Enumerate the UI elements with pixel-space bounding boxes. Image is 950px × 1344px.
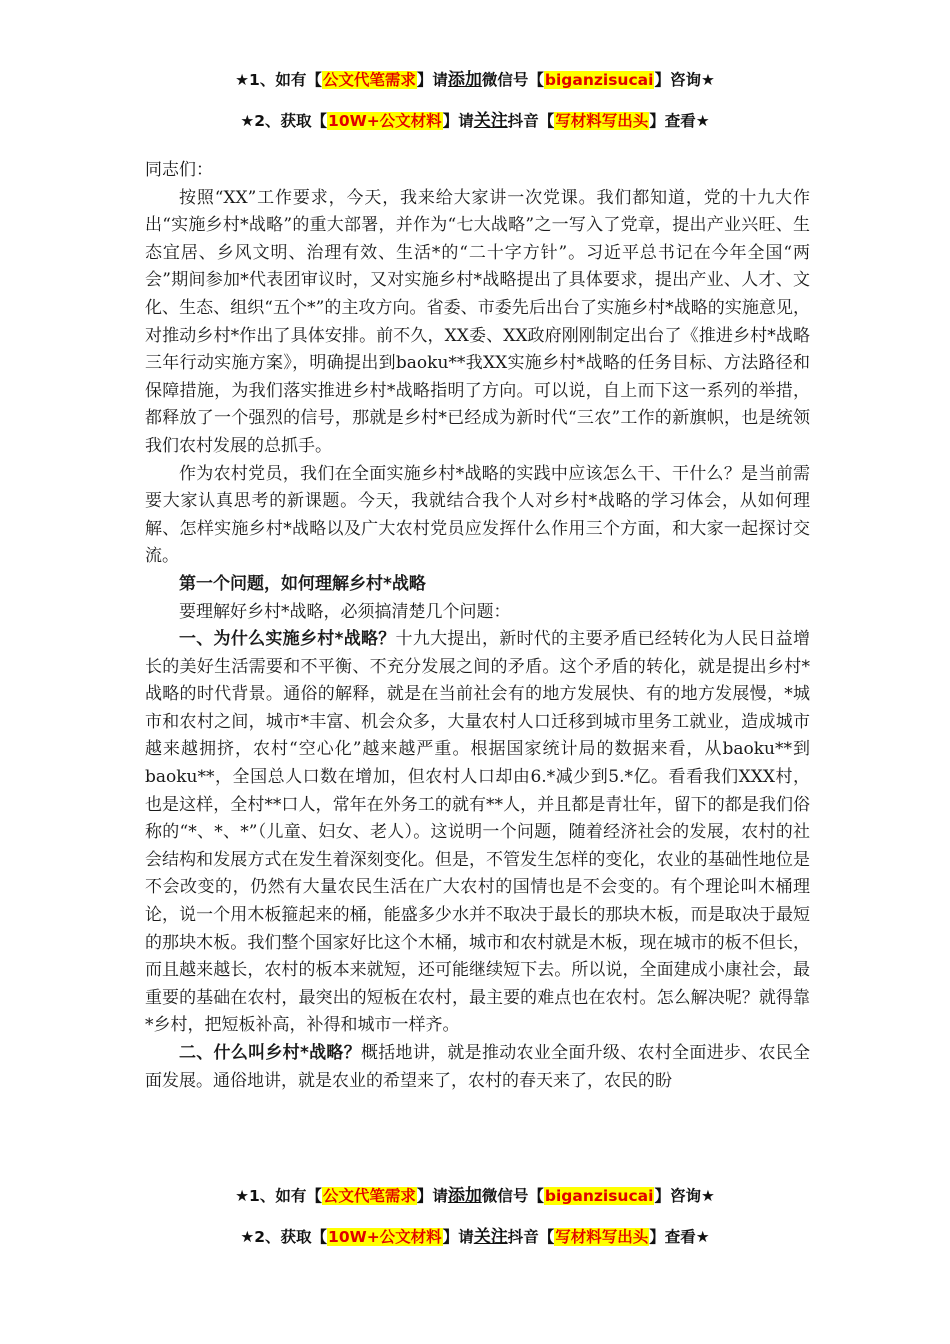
banner-suffix: 】查看★: [649, 112, 710, 130]
banner-prefix: ★1、如有【: [235, 1187, 322, 1205]
top-banner-line-2: [0, 108, 950, 134]
banner-text: 微信号【: [481, 71, 544, 89]
banner-text: 】请: [416, 1187, 448, 1205]
paragraph-question-1: [145, 626, 810, 1040]
paragraph-purpose: 作为农村党员，我们在全面实施乡村*战略的实践中应该怎么干、干什么？是当前需要大家认真思考的新课题。今天，我就结合我个人对乡村*战略的学习体会，从如何理解、怎样实施乡村*战略以及广大农村党员应发挥什么作用三个方面，和大家一起探讨交流。: [145, 463, 810, 567]
banner-highlight-douyin: 写材料写出头: [555, 112, 649, 130]
paragraph-lead: 要理解好乡村*战略，必须搞清楚几个问题：: [179, 601, 511, 622]
banner-highlight-wechat-id: biganzisucai: [544, 1187, 654, 1205]
banner-underline-text: 关注: [473, 1227, 508, 1247]
banner-suffix: 】查看★: [649, 1228, 710, 1246]
paragraph-intro: 按照“XX”工作要求，今天，我来给大家讲一次党课。我们都知道，党的十九大作出“实施乡村*战略”的重大部署，并作为“七大战略”之一写入了党章，提出产业兴旺、生态宜居、乡风文明、治理有效、生活*的“二十字方针”。习近平总书记在今年全国“两会”期间参加*代表团审议时，又对实施乡村*战略提出了具体要求，提出产业、人才、文化、生态、组织“五个*”的主攻方向。省委、市委先后出台了实施乡村*战略的实施意见，对推动乡村*作出了具体安排。前不久，XX委、XX政府刚刚制定出台了《推进乡村*战略三年行动实施方案》，明确提出到baoku**我XX实施乡村*战略的任务目标、方法路径和保障措施，为我们落实推进乡村*战略指明了方向。可以说，自上而下这一系列的举措，都释放了一个强烈的信号，那就是乡村*已经成为新时代“三农”工作的新旗帜，也是统领我们农村发展的总抓手。: [145, 187, 810, 456]
banner-text: 】请: [416, 71, 448, 89]
banner-prefix: ★2、获取【: [240, 1228, 328, 1246]
banner-prefix: ★2、获取【: [240, 112, 328, 130]
banner-text: 抖音【: [507, 112, 555, 130]
banner-text: 】请: [442, 112, 474, 130]
question-1-title: 一、为什么实施乡村*战略？: [179, 629, 396, 650]
banner-highlight-materials: 10W+公文材料: [328, 1228, 442, 1246]
question-2-body: 概括地讲，就是推动农业全面升级、农村全面进步、农民全面发展。通俗地讲，就是农业的希望来了，农村的春天来了，农民的盼: [145, 1043, 811, 1091]
top-banner-line-1: [0, 67, 950, 93]
banner-suffix: 】咨询★: [654, 1187, 715, 1205]
banner-suffix: 】咨询★: [654, 71, 715, 89]
banner-prefix: ★1、如有【: [235, 71, 322, 89]
banner-text: 抖音【: [507, 1228, 555, 1246]
question-2-title: 二、什么叫乡村*战略？: [179, 1043, 361, 1063]
banner-text: 】请: [442, 1228, 474, 1246]
banner-highlight-service: 公文代笔需求: [322, 1187, 416, 1205]
banner-underline-text: 添加: [447, 1186, 482, 1206]
question-1-body: 十九大提出，新时代的主要矛盾已经转化为人民日益增长的美好生活需要和不平衡、不充分发展之间的矛盾。这个矛盾的转化，就是提出乡村*战略的时代背景。通俗的解释，就是在当前社会有的地方发展快、有的地方发展慢，*城市和农村之间，城市*丰富、机会众多，大量农村人口迁移到城市里务工就业，造成城市越来越拥挤，农村“空心化”越来越严重。根据国家统计局的数据来看，从baoku**到baoku**，全国总人口数在增加，但农村人口却由6.*减少到5.*亿。看看我们XXX村，也是这样，全村**口人，常年在外务工的就有**人，并且都是青壮年，留下的都是我们俗称的“*、*、*”（儿童、妇女、老人）。这说明一个问题，随着经济社会的发展，农村的社会结构和发展方式在发生着深刻变化。但是，不管发生怎样的变化，农业的基础性地位是不会改变的，仍然有大量农民生活在广大农村的国情也是不会变的。有个理论叫木桶理论，说一个用木板箍起来的桶，能盛多少水并不取决于最长的那块木板，而是取决于最短的那块木板。我们整个国家好比这个木桶，城市和农村就是木板，现在城市的板不但长，而且越来越长，农村的板本来就短，还可能继续短下去。所以说，全面建成小康社会，最重要的基础在农村，最突出的短板在农村，最主要的难点也在农村。怎么解决呢？就得靠*乡村，把短板补高，补得和城市一样齐。: [145, 629, 811, 1036]
paragraph-question-2: [145, 1040, 810, 1095]
banner-highlight-materials: 10W+公文材料: [328, 112, 442, 130]
banner-underline-text: 关注: [473, 111, 508, 131]
banner-underline-text: 添加: [447, 70, 482, 90]
banner-highlight-douyin: 写材料写出头: [555, 1228, 649, 1246]
banner-highlight-wechat-id: biganzisucai: [544, 71, 654, 89]
salutation: 同志们：: [145, 160, 213, 180]
bottom-banner-line-2: [0, 1224, 950, 1250]
banner-highlight-service: 公文代笔需求: [322, 71, 416, 89]
bottom-banner-line-1: [0, 1183, 950, 1209]
document-body: [145, 157, 810, 1095]
banner-text: 微信号【: [481, 1187, 544, 1205]
section-heading: 第一个问题，如何理解乡村*战略: [179, 573, 426, 594]
